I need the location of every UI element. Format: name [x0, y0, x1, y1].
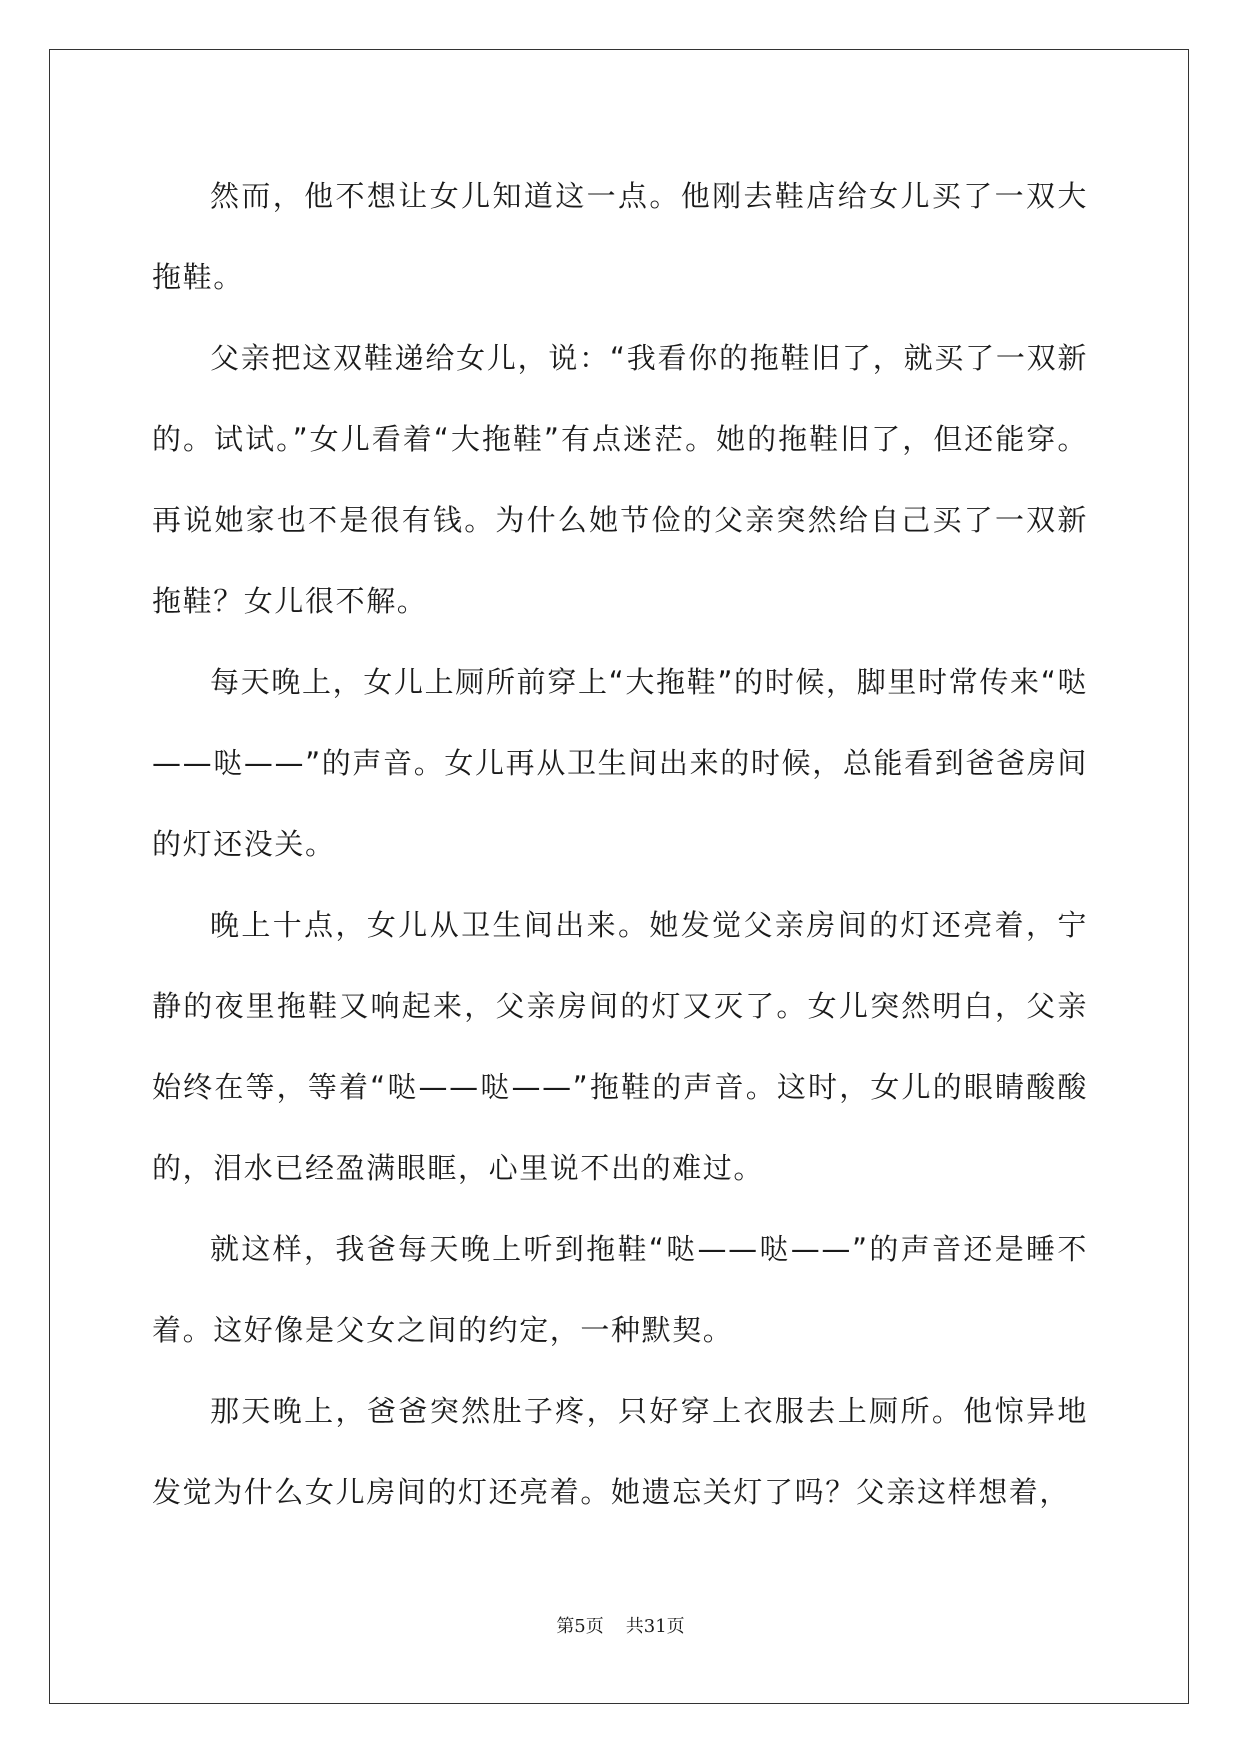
page-footer [0, 1612, 1241, 1638]
paragraph: 父亲把这双鞋递给女儿，说：“我看你的拖鞋旧了，就买了一双新的。试试。”女儿看着“大拖鞋”有点迷茫。她的拖鞋旧了，但还能穿。再说她家也不是很有钱。为什么她节俭的父亲突然给自己买了一双新拖鞋？女儿很不解。 [152, 341, 1088, 618]
document-body [152, 156, 1088, 1533]
paragraph: 就这样，我爸每天晚上听到拖鞋“哒——哒——”的声音还是睡不着。这好像是父女之间的约定，一种默契。 [152, 1232, 1088, 1347]
paragraph: 那天晚上，爸爸突然肚子疼，只好穿上衣服去上厕所。他惊异地发觉为什么女儿房间的灯还亮着。她遗忘关灯了吗？父亲这样想着， [152, 1394, 1088, 1509]
paragraph: 然而，他不想让女儿知道这一点。他刚去鞋店给女儿买了一双大拖鞋。 [152, 179, 1088, 294]
page-number: 第5页 [556, 1616, 604, 1637]
paragraph: 晚上十点，女儿从卫生间出来。她发觉父亲房间的灯还亮着，宁静的夜里拖鞋又响起来，父亲房间的灯又灭了。女儿突然明白，父亲始终在等，等着“哒——哒——”拖鞋的声音。这时，女儿的眼睛酸酸的，泪水已经盈满眼眶，心里说不出的难过。 [152, 908, 1088, 1185]
paragraph: 每天晚上，女儿上厕所前穿上“大拖鞋”的时候，脚里时常传来“哒——哒——”的声音。女儿再从卫生间出来的时候，总能看到爸爸房间的灯还没关。 [152, 665, 1088, 861]
page-total: 共31页 [625, 1616, 685, 1637]
